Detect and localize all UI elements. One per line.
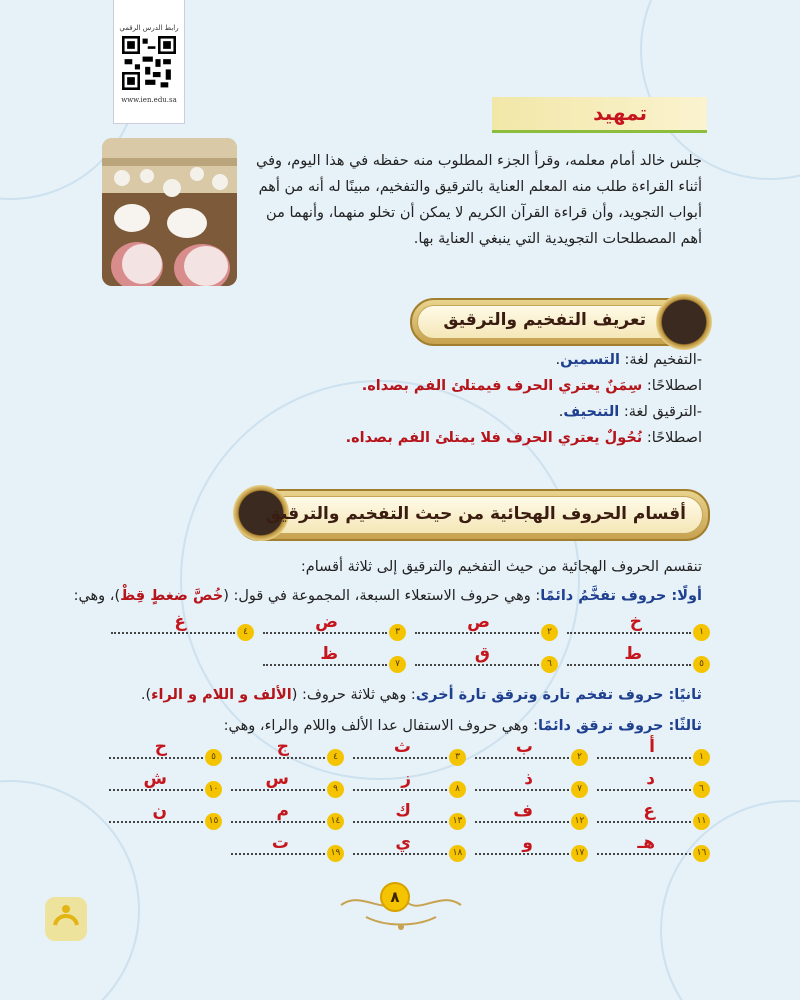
qr-title: رابط الدرس الرقمي [119, 24, 179, 32]
qr-code-box[interactable] [113, 0, 185, 124]
answer-blank[interactable] [353, 853, 447, 855]
definition-term: سِمَنٌ يعتري الحرف فيمتلئ الفم بصداه [367, 378, 643, 394]
letter-answer: ف [513, 801, 533, 821]
letter-cell[interactable] [344, 833, 466, 867]
answer-blank[interactable] [475, 789, 569, 791]
number-badge: ٧ [571, 781, 588, 798]
letters-phrase: الألف و اللام و الراء [151, 687, 292, 703]
answer-blank[interactable] [475, 821, 569, 823]
letter-answer: ث [393, 737, 411, 757]
intro-heading-text: تمهيد [593, 101, 647, 125]
number-badge: ٢ [541, 624, 558, 641]
number-badge: ١٨ [449, 845, 466, 862]
letter-answer: ط [624, 644, 642, 664]
number-badge: ١٢ [571, 813, 588, 830]
answer-blank[interactable] [263, 664, 387, 666]
number-badge: ٣ [389, 624, 406, 641]
intro-heading [492, 97, 707, 133]
letter-answer: ع [643, 801, 655, 821]
second-division: ثانيًا: حروف تفخم تارة وترقق تارة أخرى: وهي ثلاثة حروف: (الألف و اللام و الراء). [140, 687, 702, 703]
letters-row [100, 769, 710, 803]
number-badge: ٢ [571, 749, 588, 766]
definition-term: التسمين [560, 352, 620, 368]
definition-term: نُحُولٌ يعتري الحرف فلا يمتلئ الفم بصداه [351, 430, 643, 446]
students-photo [102, 138, 237, 286]
definition-line: اصطلاحًا: نُحُولٌ يعتري الحرف فلا يمتلئ الفم بصداه. [345, 430, 702, 446]
letter-cell[interactable] [588, 737, 710, 771]
section-banner-divisions [235, 489, 710, 541]
page-number: ٨ [380, 882, 410, 912]
letter-cell[interactable] [466, 833, 588, 867]
letter-cell[interactable] [466, 769, 588, 803]
letter-cell[interactable] [254, 644, 406, 678]
letter-cell[interactable] [466, 801, 588, 835]
letters-row [100, 801, 710, 835]
number-badge: ٤ [237, 624, 254, 641]
answer-blank[interactable] [597, 853, 691, 855]
letters-row [100, 737, 710, 771]
answer-blank[interactable] [231, 757, 325, 759]
number-badge: ١٠ [205, 781, 222, 798]
number-badge: ١٥ [205, 813, 222, 830]
letter-answer: هـ [637, 833, 655, 853]
letter-cell[interactable] [344, 769, 466, 803]
answer-blank[interactable] [109, 757, 203, 759]
definition-line: -التفخيم لغة: التسمين. [555, 352, 702, 368]
definitions [300, 347, 702, 451]
definition-line: اصطلاحًا: سِمَنٌ يعتري الحرف فيمتلئ الفم بصداه. [361, 378, 702, 394]
answer-blank[interactable] [353, 757, 447, 759]
answer-blank[interactable] [567, 632, 691, 634]
number-badge: ٨ [449, 781, 466, 798]
letter-cell[interactable] [344, 737, 466, 771]
letter-answer: ص [467, 612, 490, 632]
number-badge: ٦ [541, 656, 558, 673]
letter-answer: ج [276, 737, 289, 757]
answer-blank[interactable] [231, 853, 325, 855]
letter-cell[interactable] [100, 737, 222, 771]
letter-cell[interactable] [102, 612, 254, 646]
ornament-medal-icon [656, 294, 712, 350]
answer-blank[interactable] [111, 632, 235, 634]
answer-blank[interactable] [415, 664, 539, 666]
answer-blank[interactable] [597, 789, 691, 791]
letter-cell[interactable] [222, 737, 344, 771]
third-division: ثالثًا: حروف ترقق دائمًا: وهي حروف الاستفال عدا الألف واللام والراء، وهي: [223, 718, 702, 734]
answer-blank[interactable] [353, 821, 447, 823]
letter-answer: غ [174, 612, 186, 632]
number-badge: ٩ [327, 781, 344, 798]
letters-row [100, 644, 710, 678]
letter-cell[interactable] [222, 801, 344, 835]
intro-paragraph: جلس خالد أمام معلمه، وقرأ الجزء المطلوب منه حفظه في هذا اليوم، وفي أثناء القراءة طلب منه المعلم العناية بالترقيق والتفخيم، مبينًا له أنه من أهم أبواب التجويد، وأن قراءة القرآن الكريم لا يمكن أن تخلو منهما، وأنهما من أهم المصطلحات التجويدية التي ينبغي العناية بها. [256, 153, 702, 247]
letter-answer: ح [154, 737, 167, 757]
section-title: أقسام الحروف الهجائية من حيث التفخيم والترقيق [265, 504, 686, 524]
letter-cell[interactable] [344, 801, 466, 835]
divisions-intro: تنقسم الحروف الهجائية من حيث التفخيم والترقيق إلى ثلاثة أقسام: [300, 559, 702, 575]
letter-answer: س [265, 769, 289, 789]
number-badge: ٤ [327, 749, 344, 766]
definition-line: -الترقيق لغة: التنحيف. [558, 404, 702, 420]
letter-cell[interactable] [558, 612, 710, 646]
publisher-logo-icon [43, 895, 89, 943]
answer-blank[interactable] [475, 853, 569, 855]
number-badge: ٦ [693, 781, 710, 798]
letter-answer: ي [395, 833, 411, 853]
qr-url: www.ien.edu.sa [121, 96, 177, 104]
letter-cell[interactable] [588, 769, 710, 803]
letter-answer: ت [271, 833, 289, 853]
answer-blank[interactable] [263, 632, 387, 634]
answer-blank[interactable] [415, 632, 539, 634]
number-badge: ٥ [205, 749, 222, 766]
letter-cell[interactable] [406, 644, 558, 678]
number-badge: ١٦ [693, 845, 710, 862]
number-badge: ١٧ [571, 845, 588, 862]
letter-answer: أ [649, 737, 655, 757]
letter-cell[interactable] [588, 801, 710, 835]
letter-answer: د [646, 769, 655, 789]
letter-answer: ش [143, 769, 167, 789]
section-banner-definition [410, 298, 710, 346]
letter-cell[interactable] [100, 769, 222, 803]
first-division: أولًا: حروف تفخَّمُ دائمًا: وهي حروف الاستعلاء السبعة، المجموعة في قول: (خُصَّ ضغطٍ قِظْ)، وهي: [73, 588, 702, 604]
number-badge: ١١ [693, 813, 710, 830]
letter-cell[interactable] [254, 612, 406, 646]
number-badge: ٧ [389, 656, 406, 673]
answer-blank[interactable] [567, 664, 691, 666]
answer-blank[interactable] [109, 789, 203, 791]
answer-blank[interactable] [109, 821, 203, 823]
number-badge: ٣ [449, 749, 466, 766]
letter-answer: ك [395, 801, 411, 821]
letter-answer: ض [315, 612, 338, 632]
answer-blank[interactable] [475, 757, 569, 759]
letter-cell[interactable] [588, 833, 710, 867]
letter-cell[interactable] [222, 833, 344, 867]
letter-answer: ب [515, 737, 533, 757]
answer-blank[interactable] [597, 821, 691, 823]
letter-answer: خ [629, 612, 642, 632]
letter-answer: ظ [320, 644, 338, 664]
letter-cell[interactable] [222, 769, 344, 803]
letters-row [100, 833, 710, 867]
definition-term: التنحيف [563, 404, 620, 420]
number-badge: ١٤ [327, 813, 344, 830]
number-badge: ١٣ [449, 813, 466, 830]
letter-answer: م [276, 801, 289, 821]
number-badge: ١ [693, 624, 710, 641]
letters-row [100, 612, 710, 646]
number-badge: ٥ [693, 656, 710, 673]
letter-cell[interactable] [406, 612, 558, 646]
answer-blank[interactable] [231, 789, 325, 791]
letters-phrase: خُصَّ ضغطٍ قِظْ [120, 588, 224, 604]
students-illustration [102, 138, 237, 286]
letter-answer: ز [401, 769, 411, 789]
qr-code-icon [122, 36, 176, 90]
number-badge: ١ [693, 749, 710, 766]
letter-cell[interactable] [558, 644, 710, 678]
letter-answer: ق [474, 644, 490, 664]
section-title: تعريف التفخيم والترقيق [443, 310, 646, 330]
answer-blank[interactable] [353, 789, 447, 791]
letter-cell[interactable] [466, 737, 588, 771]
letter-answer: و [522, 833, 533, 853]
letter-cell[interactable] [100, 801, 222, 835]
letter-answer: ذ [524, 769, 533, 789]
answer-blank[interactable] [597, 757, 691, 759]
answer-blank[interactable] [231, 821, 325, 823]
number-badge: ١٩ [327, 845, 344, 862]
letter-answer: ن [152, 801, 167, 821]
